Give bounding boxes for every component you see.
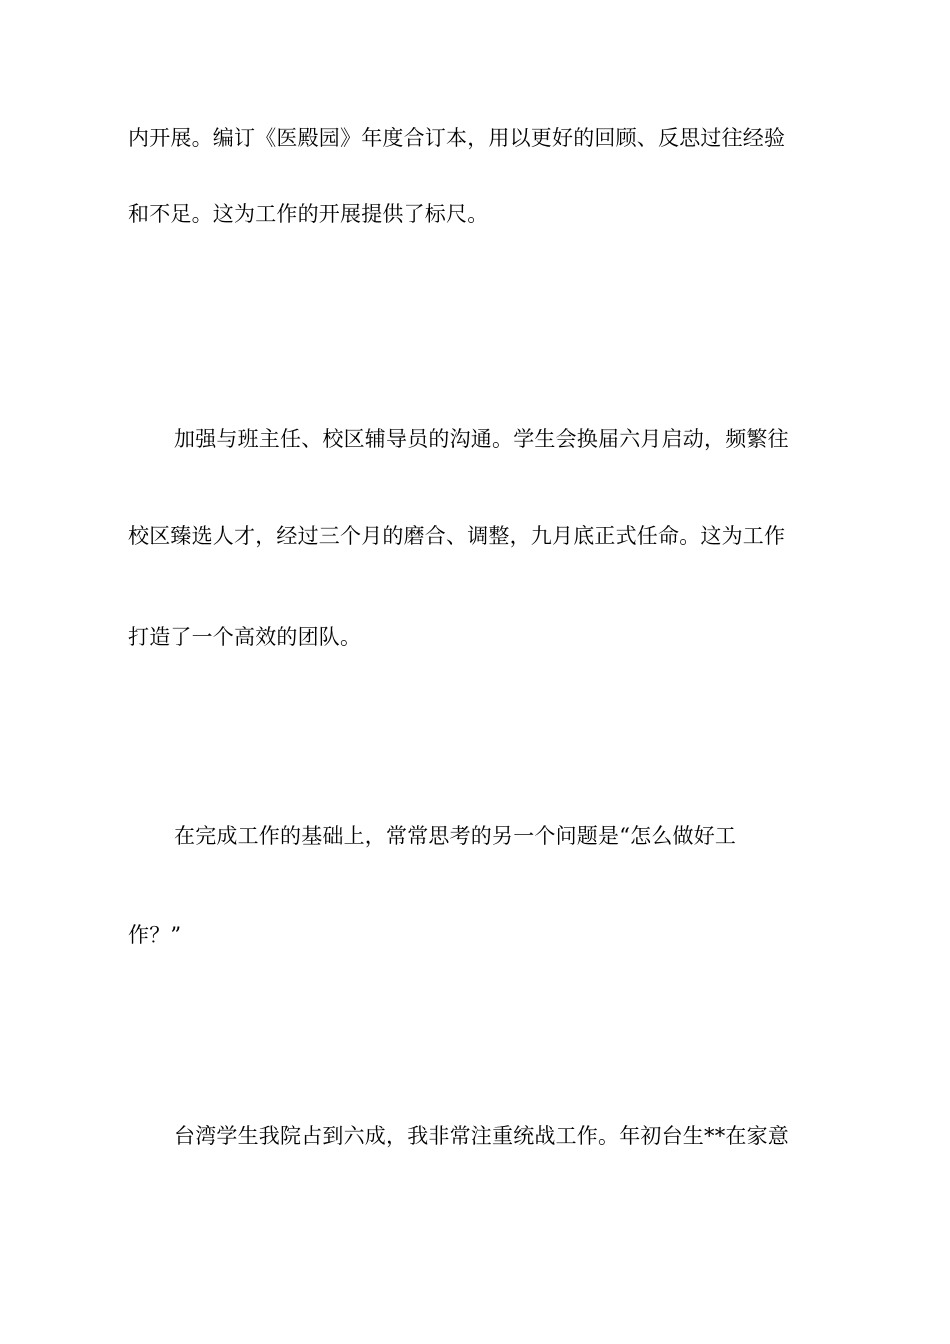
paragraph-3-line-1: 在完成工作的基础上，常常思考的另一个问题是“怎么做好工 <box>174 824 737 848</box>
paragraph-1-line-1: 内开展。编订《医殿园》年度合订本，用以更好的回顾、反思过往经验 <box>128 126 786 150</box>
paragraph-1-line-2: 和不足。这为工作的开展提供了标尺。 <box>128 202 489 226</box>
paragraph-2-line-2: 校区臻选人才，经过三个月的磨合、调整，九月底正式任命。这为工作 <box>128 524 786 548</box>
paragraph-4-line-1: 台湾学生我院占到六成，我非常注重统战工作。年初台生**在家意 <box>174 1124 789 1148</box>
paragraph-2-line-1: 加强与班主任、校区辅导员的沟通。学生会换届六月启动，频繁往 <box>174 427 789 451</box>
paragraph-3-line-2: 作？” <box>128 923 182 947</box>
paragraph-2-line-3: 打造了一个高效的团队。 <box>128 625 362 649</box>
